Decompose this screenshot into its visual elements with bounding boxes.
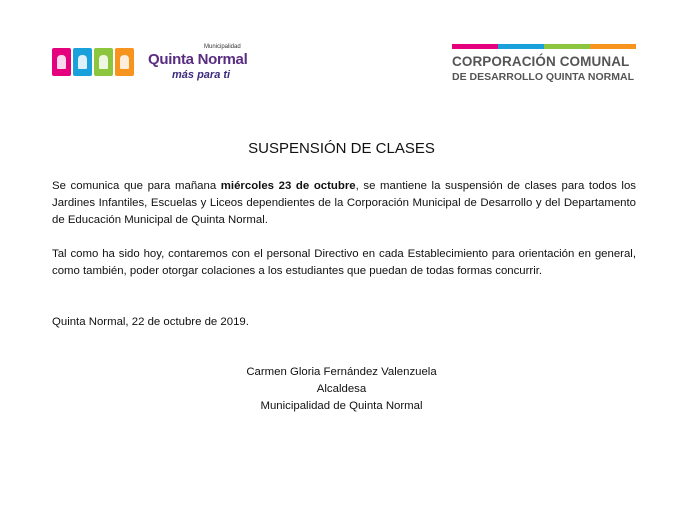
logo-tile-blue	[73, 48, 92, 76]
corporation-logo	[452, 44, 636, 86]
stripe-green	[544, 44, 590, 49]
highlighted-date: miércoles 23 de octubre	[220, 180, 356, 192]
corporation-logo-stripes	[452, 44, 636, 49]
date-line: Quinta Normal, 22 de octubre de 2019.	[52, 316, 249, 328]
corporation-logo-title: CORPORACIÓN COMUNAL	[452, 54, 630, 69]
logo-tiles	[52, 48, 134, 76]
stripe-magenta	[452, 44, 498, 49]
municipal-logo-tagline: más para ti	[172, 69, 231, 81]
stripe-blue	[498, 44, 544, 49]
signatory-name: Carmen Gloria Fernández Valenzuela	[246, 366, 437, 378]
document-title: SUSPENSIÓN DE CLASES	[248, 140, 435, 157]
paragraph-announcement-end: , se mantiene la suspensión de clases para todos los Jardines Infantiles, Escuelas y Liceos dependientes de la Corporación Municipal de Desarrollo y del Departamento de Educación Municipal de Quinta Normal.	[52, 180, 636, 226]
logo-tile-orange	[115, 48, 134, 76]
paragraph-announcement-start: Se comunica que para mañana	[52, 180, 221, 192]
corporation-logo-subtitle: DE DESARROLLO QUINTA NORMAL	[452, 71, 634, 83]
logo-tile-green	[94, 48, 113, 76]
logo-tile-magenta	[52, 48, 71, 76]
signatory-role: Alcaldesa	[316, 383, 367, 395]
municipal-logo-name: Quinta Normal	[148, 51, 248, 68]
municipal-logo	[52, 44, 248, 84]
signatory-institution: Municipalidad de Quinta Normal	[260, 400, 423, 412]
stripe-orange	[590, 44, 636, 49]
paragraph-details: Tal como ha sido hoy, contaremos con el personal Directivo en cada Establecimiento para orientación en general, como también, poder otorgar colaciones a los estudiantes que puedan de todas formas concurrir.	[52, 248, 636, 277]
paragraph-announcement	[52, 178, 636, 229]
municipal-logo-small-label: Municipalidad	[204, 44, 241, 50]
